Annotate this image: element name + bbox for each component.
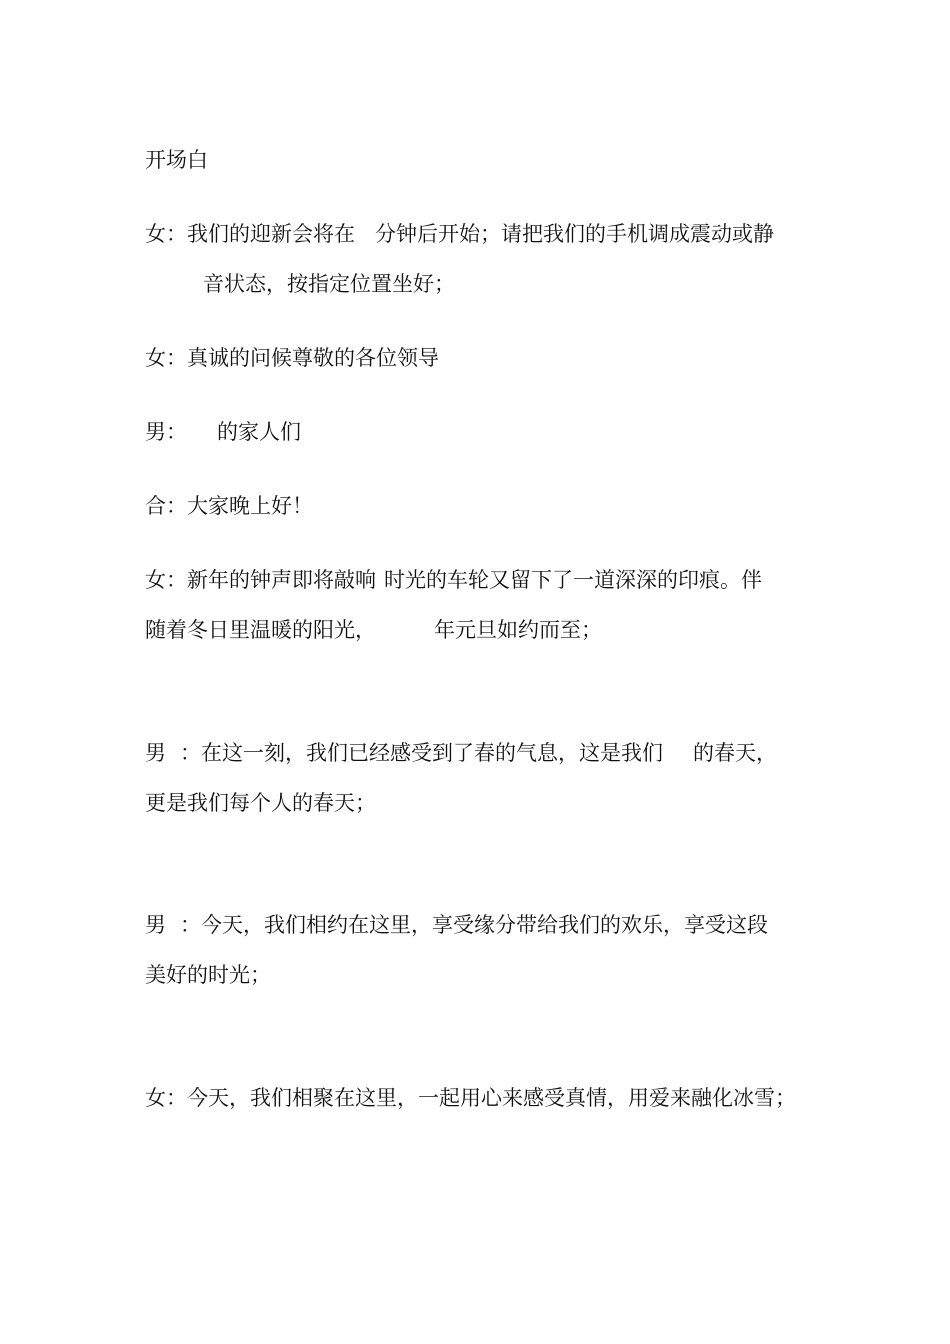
- line-text: ：今天，我们相约在这里，享受缘分带给我们的欢乐，享受这段: [180, 913, 768, 937]
- line-text: 女：新年的钟声即将敲响: [145, 568, 376, 592]
- script-line-8: [145, 739, 777, 767]
- line-text: 女：今天，我们相聚在这里，一起用心来感受真情，用爱来融化冰雪；: [145, 1086, 796, 1110]
- line-text: 男: [145, 913, 166, 937]
- script-line-5: [145, 492, 313, 520]
- line-text: 年元旦如约而至；: [434, 618, 602, 642]
- script-line-12: [145, 1084, 796, 1112]
- script-line-11: [145, 961, 271, 989]
- line-text: 分钟后开始；请把我们的手机调成震动或静: [375, 222, 774, 246]
- line-text: 男: [145, 741, 166, 765]
- line-text: 音状态，按指定位置坐好；: [203, 272, 455, 296]
- line-text: 随着冬日里温暖的阳光，: [145, 618, 376, 642]
- line-text: ：在这一刻，我们已经感受到了春的气息，这是我们: [180, 741, 663, 765]
- script-line-10: [145, 911, 768, 939]
- script-line-3: [145, 344, 439, 372]
- line-text: 女：我们的迎新会将在: [145, 222, 355, 246]
- line-text: 女：真诚的问候尊敬的各位领导: [145, 346, 439, 370]
- line-text: 的春天，: [693, 741, 777, 765]
- line-text: 的家人们: [217, 420, 301, 444]
- script-line-6: [145, 566, 762, 594]
- script-line-4: [145, 418, 301, 446]
- script-line-7: [145, 616, 602, 644]
- script-line-2: [203, 270, 455, 298]
- line-text: 男：: [145, 420, 187, 444]
- script-line-9: [145, 789, 376, 817]
- script-line-1: [145, 220, 774, 248]
- document-title: 开场白: [145, 148, 208, 172]
- line-text: 更是我们每个人的春天；: [145, 791, 376, 815]
- line-text: 合：大家晚上好！: [145, 494, 313, 518]
- line-text: 美好的时光；: [145, 963, 271, 987]
- line-text: 时光的车轮又留下了一道深深的印痕。伴: [384, 568, 762, 592]
